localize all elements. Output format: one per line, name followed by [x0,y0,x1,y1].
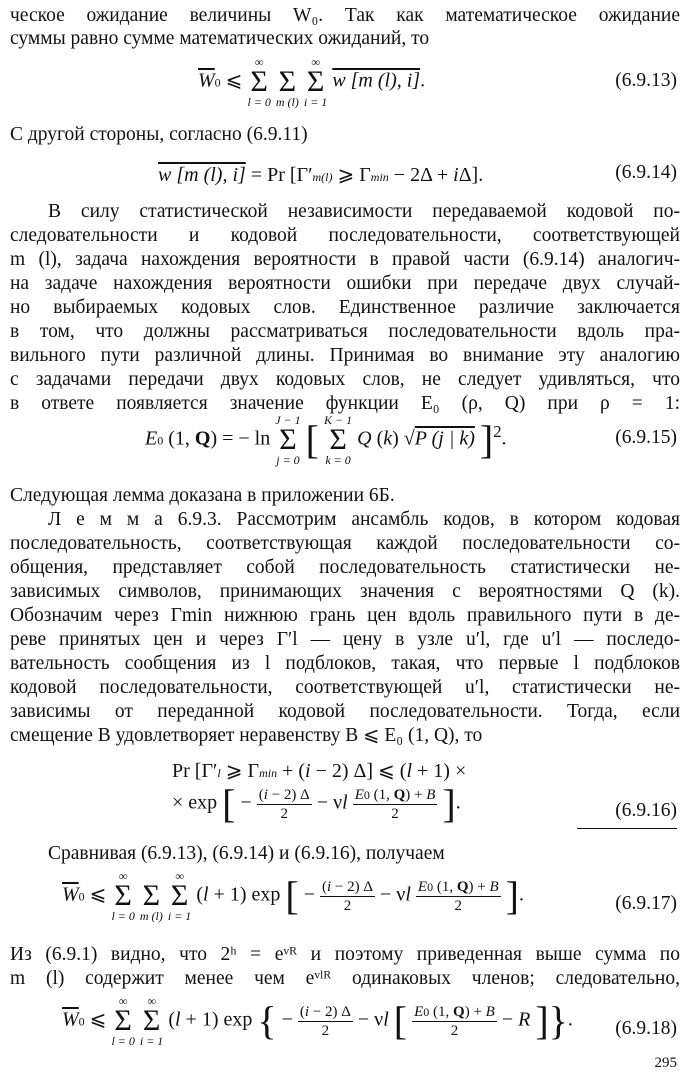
text-line: общения, представляет собой последовательность статистически не- [10,557,680,578]
equation-6-9-14: w [m (l), i] = Pr [Γ′m(l) ⩾ Γmin − 2Δ + iΔ]. [158,164,484,186]
text-line: вательность сообщения из l подблоков, такая, что первые l подблоков [10,653,680,674]
text-line: на задаче нахождения вероятности ошибки при передаче двух случай- [10,273,680,294]
text-line: Из (6.9.1) видно, что 2ʰ = eᵛᴿ и поэтому приведенная выше сумма по [10,944,680,965]
equation-6-9-18: $\overline{W}0$ ⩽ ∞ Σ l = 0 ∞ Σ i = 1 (l + 1) exp { − $\frac{(i - 2) \Delta}{2}$ − νl [ $\frac{E0 (1, Q) + B}{2}$ − R ]}. [62,994,573,1048]
equation-6-9-13: $\overline{W}0$ ⩽ ∞ Σ l = 0 Σ m (l) ∞ Σ i = 1 w [m (l), i]. [198,55,426,109]
text-line: реве принятых цен и через Γ′l — цену в узле u′l, где u′l — последо- [10,629,680,650]
text-line: вильного пути различной длины. Принимая во внимание эту аналогию [10,345,680,366]
equation-number: (6.9.16) [615,800,677,821]
text-line: следовательности и кодовой последовательности, соответствующей [10,225,680,246]
text-line: смещение B удовлетворяет неравенству B ⩽ E₀ (1, Q), то [10,725,483,746]
text-line: m (l) содержит менее чем eᵛˡᴿ одинаковых членов; следовательно, [10,968,680,989]
text-line: с задачами передачи двух кодовых слов, не следует удивляться, что [10,369,680,390]
text-line: в том, что должны рассматриваться последовательности вдоль пра- [10,321,680,342]
equation-number: (6.9.13) [615,70,677,91]
page-number: 295 [654,1055,677,1071]
equation-6-9-16-line2: × exp [ − $\frac{(i - 2) \Delta}{2}$ − νl $\frac{E0 (1, Q) + B}{2}$ ]. [172,781,461,826]
text-line: зависимых символов, принимающих значения с вероятностями Q (k). [10,581,680,602]
text-line: m (l), задача нахождения вероятности в правой части (6.9.14) аналогич- [10,249,680,270]
text-line: Л е м м а 6.9.3. Рассмотрим ансамбль кодов, в котором кодовая [48,509,680,530]
text-line: в ответе появляется значение функции E₀ (ρ, Q) при ρ = 1: [10,393,680,414]
text-line: Следующая лемма доказана в приложении 6Б. [10,485,395,506]
equation-number: (6.9.18) [615,1018,677,1039]
text-line: В силу статистической независимости передаваемой кодовой по- [48,201,680,222]
text-line: Обозначим через Γmin нижнюю грань цен вдоль правильного пути в де- [10,605,680,626]
equation-6-9-17: $\overline{W}0$ ⩽ ∞ Σ l = 0 Σ m (l) ∞ Σ i = 1 (l + 1) exp [ − $\frac{(i - 2) \Delta}{2}$ − νl $\frac{E0 (1, Q) + B}{2}$ ]. [62,869,524,923]
equation-number: (6.9.14) [615,162,677,183]
text-line: зависимы от переданной кодовой последовательности. Тогда, если [10,701,680,722]
text-line: суммы равно сумме математических ожиданий, то [10,28,430,49]
text-line: С другой стороны, согласно (6.9.11) [10,124,308,145]
text-line: Сравнивая (6.9.13), (6.9.14) и (6.9.16), получаем [48,843,445,864]
text-line: последовательность, соответствующая каждой последовательности со- [10,533,680,554]
text-line: ческое ожидание величины W₀. Так как математическое ожидание [10,5,680,26]
equation-6-9-15: E0 (1, Q) = − ln J − 1 Σ j = 0 [ K − 1 Σ k = 0 Q (k) √P (j | k) ]$^2$. [145,413,507,467]
text-line: кодовой последовательности, соответствующей u′l, статистически не- [10,677,680,698]
text-line: но выбираемых кодовых слов. Единственное различие заключается [10,297,680,318]
equation-number: (6.9.15) [615,427,677,448]
equation-6-9-16-line1: Pr [Γ′l ⩾ Γmin + (i − 2) Δ] ⩽ (l + 1) × [172,760,467,782]
divider-rule [577,828,677,829]
equation-number: (6.9.17) [615,893,677,914]
